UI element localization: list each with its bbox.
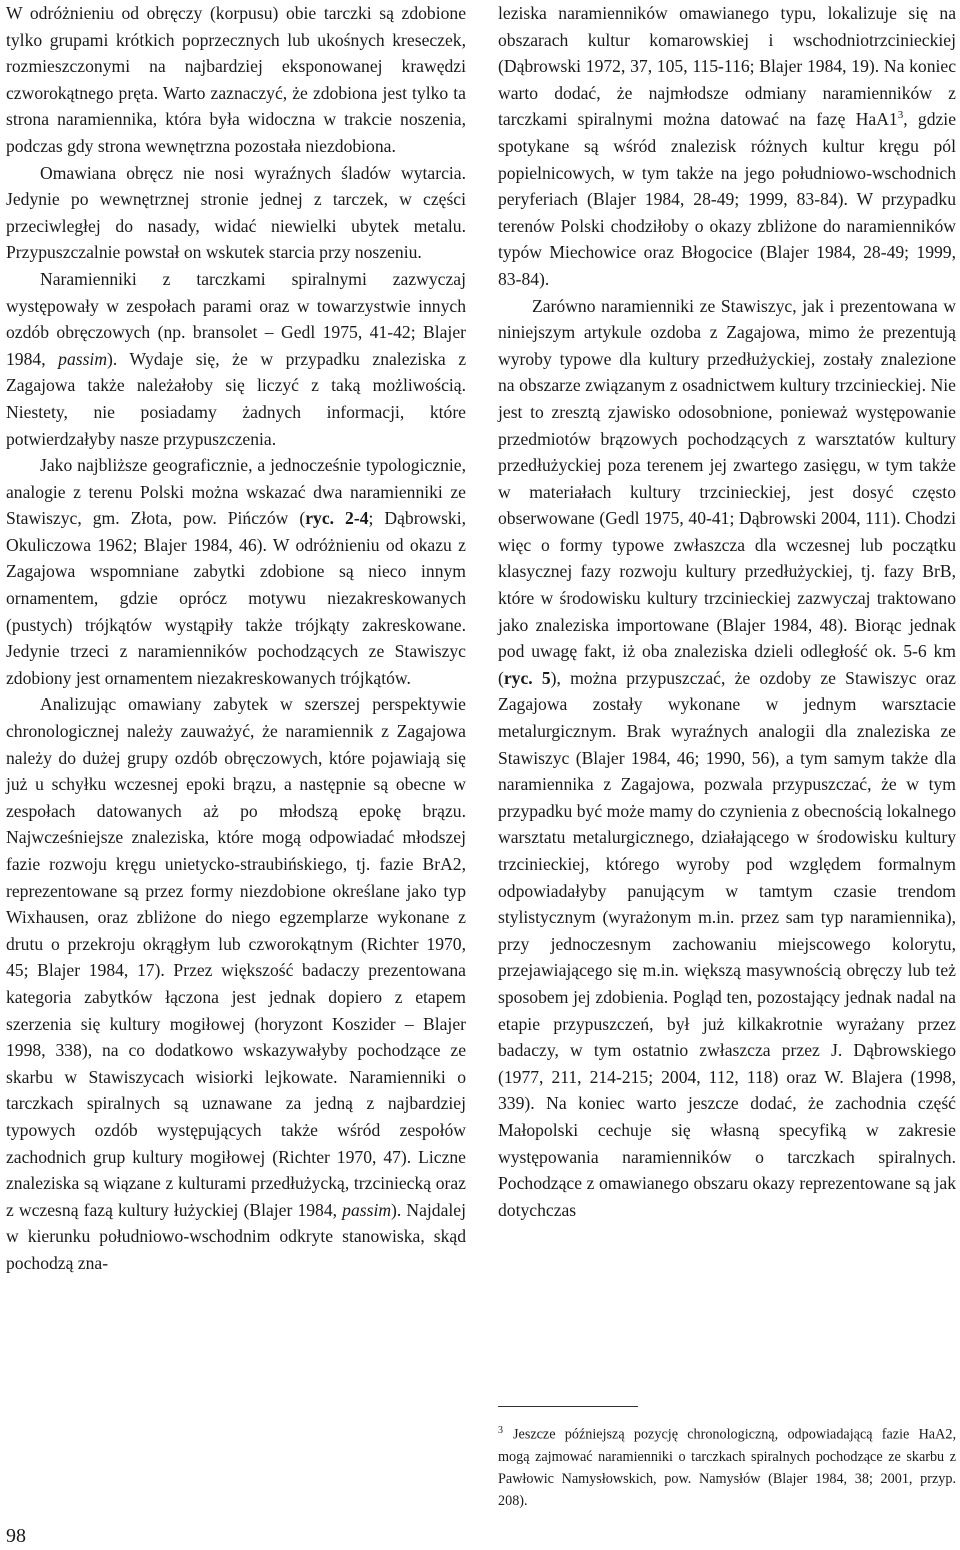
left-text-column [6,0,466,1277]
italic-text: passim [342,1199,392,1220]
figure-reference: ryc. 2-4 [305,508,369,529]
paragraph: Jako najbliższe geograficznie, a jednocześnie typologicznie, analogie z terenu Polski można wskazać dwa naramienniki ze Stawiszyc, gm. Złota, pow. Pińczów (ryc. 2-4; Dąbrowski, Okuliczowa 1962; Blajer 1984, 46). W odróżnieniu od okazu z Zagajowa wspomniane zabytki zdobione są nieco innym ornamentem, gdzie oprócz motywu niezakreskowanych (pustych) trójkątów wystąpiły także trójkąty zakreskowane. Jedynie trzeci z naramienników pochodzących ze Stawiszyc zdobiony jest ornamentem niezakreskowanych trójkątów. [6,455,467,688]
paragraph: leziska naramienników omawianego typu, lokalizuje się na obszarach kultur komarowskiej i wschodniotrzcinieckiej (Dąbrowski 1972, 37, 105, 115-116; Blajer 1984, 19). Na koniec warto dodać, że najmłodsze odmiany naramienników z tarczkami spiralnymi można datować na fazę $HaA1^3$, gdzie spotykane są wśród znalezisk różnych kultur kręgu pól popielnicowych, w tym także na jego południowo-wschodnich peryferiach (Blajer 1984, 28-49; 1999, 83-84). W przypadku terenów Polski chodziłoby o okazy zbliżone do naramienników typów Miechowice oraz Błogocice (Blajer 1984, 28-49; 1999, 83-84). [498,3,956,289]
paragraph: Naramienniki z tarczkami spiralnymi zazwyczaj występowały w zespołach parami oraz w towarzystwie innych ozdób obręczowych (np. bransolet – Gedl 1975, 41-42; Blajer 1984, passim). Wydaje się, że w przypadku znaleziska z Zagajowa także należałoby się liczyć z taką możliwością. Niestety, nie posiadamy żadnych informacji, które potwierdzałyby nasze przypuszczenia. [6,268,467,449]
footnote-separator [498,1406,638,1407]
paragraph: Omawiana obręcz nie nosi wyraźnych śladów wytarcia. Jedynie po wewnętrznej stronie jednej z tarczek, w części przeciwległej do nasady, widać niewielki ubytek metalu. Przypuszczalnie powstał on wskutek starcia przy noszeniu. [6,162,466,263]
footnote-text: Jeszcze późniejszą pozycję chronologiczną, odpowiadającą fazie HaA2, mogą zajmować naramienniki o tarczkach spiralnych pochodzące ze skarbu z Pawłowic Namysłowskich, pow. Namysłów (Blajer 1984, 38; 2001, przyp. 208). [498,1426,956,1509]
paragraph: Analizując omawiany zabytek w szerszej perspektywie chronologicznej należy zauważyć, że naramiennik z Zagajowa należy do dużej grupy ozdób obręczowych, które pojawiają się już u schyłku wczesnej epoki brązu, a następnie są obecne w zespołach datowanych aż po młodszą epokę brązu. Najwcześniejsze znaleziska, które mogą odpowiadać młodszej fazie rozwoju kręgu unietycko-straubińskiego, tj. fazie BrA2, reprezentowane są przez formy niezdobione określane jako typ Wixhausen, oraz zbliżone do niego egzemplarze wykonane z drutu o przekroju okrągłym lub czworokątnym (Richter 1970, 45; Blajer 1984, 17). Przez większość badaczy prezentowana kategoria zabytków łączona jest jednak dopiero z etapem szerzenia się kultury mogiłowej (horyzont Koszider – Blajer 1998, 338), na co dodatkowo wskazywałyby pochodzące ze skarbu w Stawiszycach wisiorki lejkowate. Naramienniki o tarczkach spiralnych są uznawane za jedną z najbardziej typowych ozdób występujących także wśród zespołów zachodnich grup kultury mogiłowej (Richter 1970, 47). Liczne znaleziska są wiązane z kulturami przedłużycką, trzciniecką oraz z wczesną fazą kultury łużyckiej (Blajer 1984, passim). Najdalej w kierunku południowo-wschodnim odkryte stanowiska, skąd pochodzą zna- [6,694,467,1273]
italic-text: passim [58,348,108,369]
footnote-number: 3 [498,1425,503,1436]
right-text-column [498,0,956,1223]
figure-reference: ryc. 5 [503,667,551,688]
paragraph: Zarówno naramienniki ze Stawiszyc, jak i prezentowana w niniejszym artykule ozdoba z Zagajowa, mimo że prezentują wyroby typowe dla kultury przedłużyckiej, zostały znalezione na obszarze związanym z osadnictwem kultury trzcinieckiej. Nie jest to zresztą zjawisko odosobnione, ponieważ występowanie przedmiotów brązowych pochodzących z warsztatów kultury przedłużyckiej poza terenem jej zwartego zasięgu, w tym także w materiałach kultury trzcinieckiej, jest dosyć często obserwowane (Gedl 1975, 40-41; Dąbrowski 2004, 111). Chodzi więc o formy typowe zwłaszcza dla wczesnej lub początku klasycznej fazy rozwoju kultury przedłużyckiej, tj. fazy BrB, które w środowisku kultury trzcinieckiej zazwyczaj traktowano jako znaleziska importowane (Blajer 1984, 48). Biorąc jednak pod uwagę fakt, iż oba znaleziska dzieli odległość ok. 5-6 km (ryc. 5), można przypuszczać, że ozdoby ze Stawiszyc oraz Zagajowa zostały wykonane w jednym warsztacie metalurgicznym. Brak wyraźnych analogii dla znaleziska ze Stawiszyc (Blajer 1984, 46; 1990, 56), a tym samym także dla naramiennika z Zagajowa, pozwala przypuszczać, że w tym przypadku być może mamy do czynienia z obecnością lokalnego warsztatu metalurgicznego, działającego w środowisku kultury trzcinieckiej, którego wyroby pod względem formalnym odpowiadałyby panującym w tamtym czasie trendom stylistycznym (wyrażonym m.in. przez sam typ naramiennika), przy jednoczesnym zachowaniu miejscowego kolorytu, przejawiającego się m.in. większą masywnością obręczy lub też sposobem jej zdobienia. Pogląd ten, pozostający jednak nadal na etapie przypuszczeń, był już kilkakrotnie wyrażany przez badaczy, w tym ostatnio zwłaszcza przez J. Dąbrowskiego (1977, 211, 214-215; 2004, 112, 118) oraz W. Blajera (1998, 339). Na koniec warto jeszcze dodać, że zachodnia część Małopolski cechuje się własną specyfiką w zakresie występowania naramienników o tarczkach spiralnych. Pochodzące z omawianego obszaru okazy reprezentowane są jak dotychczas [498,295,956,1220]
footnote [498,1420,956,1512]
page-number: 98 [6,1525,26,1547]
footnote-marker: 3 [897,109,904,122]
paragraph: W odróżnieniu od obręczy (korpusu) obie tarczki są zdobione tylko grupami krótkich poprzecznych lub ukośnych kreseczek, rozmieszczonymi na najbardziej eksponowanej krawędzi czworokątnego pręta. Warto zaznaczyć, że zdobiona jest tylko ta strona naramiennika, która była widoczna w trakcie noszenia, podczas gdy strona wewnętrzna pozostała niezdobiona. [6,3,466,156]
